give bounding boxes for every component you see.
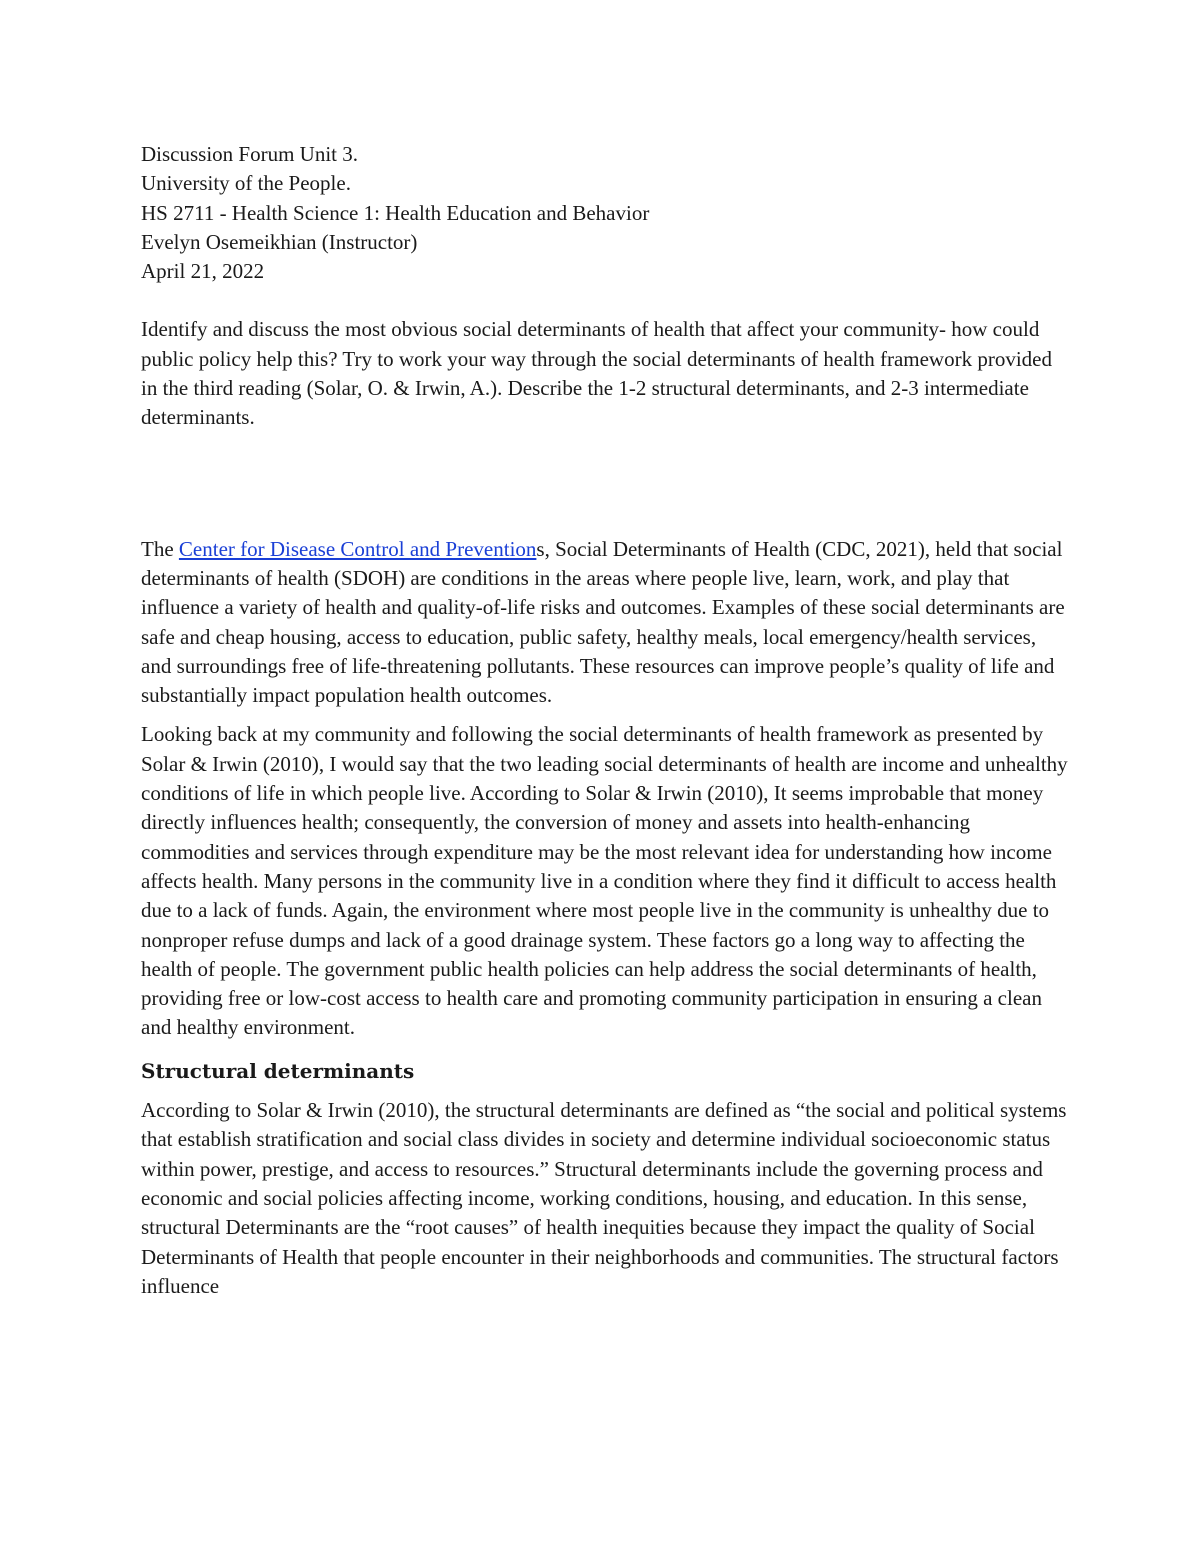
document-title: Discussion Forum Unit 3. xyxy=(141,142,359,166)
discussion-prompt: Identify and discuss the most obvious social determinants of health that affect your community- how could public policy help this? Try to work your way through the social determinants of health framework provided in the third reading (Solar, O. & Irwin, A.). Describe the 1-2 structural determinants, and 2-3 intermediate determinants. xyxy=(141,317,1052,430)
paragraph-structural: According to Solar & Irwin (2010), the structural determinants are defined as “the social and political systems that establish stratification and social class divides in society and determine individual socioeconomic status within power, prestige, and access to resources.” Structural determinants include the governing process and economic and social policies affecting income, working conditions, housing, and education. In this sense, structural Determinants are the “root causes” of health inequities because they impact the quality of Social Determinants of Health that people encounter in their neighborhoods and communities. The structural factors influence xyxy=(141,1098,1067,1298)
document-header xyxy=(141,140,1071,286)
paragraph-lead: The xyxy=(141,536,179,561)
document-date: April 21, 2022 xyxy=(141,259,265,284)
section-heading-structural: Structural determinants xyxy=(141,1058,415,1083)
instructor-name: Evelyn Osemeikhian (Instructor) xyxy=(141,229,418,254)
paragraph-after-link: s, Social Determinants of Health (CDC, 2021), held that social determinants of health (SDOH) are conditions in the areas where people live, learn, work, and play that influence a variety of health and quality-of-life risks and outcomes. Examples of these social determinants are safe and cheap housing, access to education, public safety, healthy meals, local emergency/health services, and surroundings free of life-threatening pollutants. These resources can improve people’s quality of life and substantially impact population health outcomes. xyxy=(141,536,1065,708)
document-page xyxy=(141,140,1071,1301)
cdc-link[interactable]: Center for Disease Control and Prevention xyxy=(178,536,537,561)
university-name: University of the People. xyxy=(141,171,351,196)
paragraph-community: Looking back at my community and following the social determinants of health framework as presented by Solar & Irwin (2010), I would say that the two leading social determinants of health are income and unhealthy conditions of life in which people live. According to Solar & Irwin (2010), It seems improbable that money directly influences health; consequently, the conversion of money and assets into health-enhancing commodities and services through expenditure may be the most relevant idea for understanding how income affects health. Many persons in the community live in a condition where they find it difficult to access health due to a lack of funds. Again, the environment where most people live in the community is unhealthy due to nonproper refuse dumps and lack of a good drainage system. These factors go a long way to affecting the health of people. The government public health policies can help address the social determinants of health, providing free or low-cost access to health care and promoting community participation in ensuring a clean and healthy environment. xyxy=(141,722,1068,1040)
paragraph-cdc xyxy=(141,535,1071,711)
course-name: HS 2711 - Health Science 1: Health Education and Behavior xyxy=(141,200,650,225)
